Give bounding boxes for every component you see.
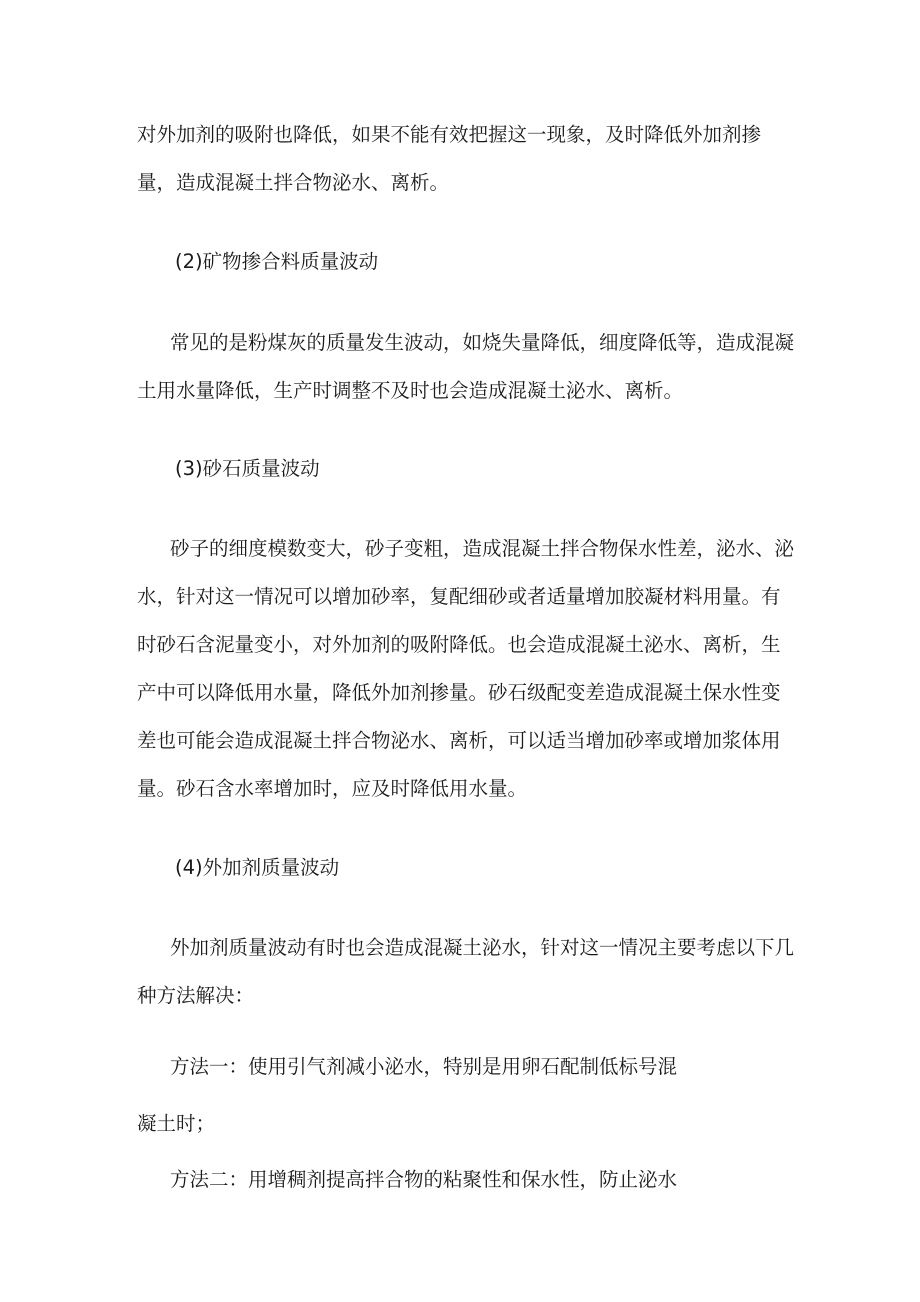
- paragraph-admixture-fluctuation: 外加剂质量波动有时也会造成混凝土泌水，针对这一情况主要考虑以下几种方法解决：: [137, 936, 795, 1007]
- method-two-line: 方法二：用增稠剂提高拌合物的粘聚性和保水性，防止泌水: [170, 1168, 678, 1191]
- heading-aggregate: (3)砂石质量波动: [175, 457, 320, 480]
- paragraph-sand-stone: 砂子的细度模数变大，砂子变粗，造成混凝土拌合物保水性差，泌水、泌水，针对这一情况可以增加砂率，复配细砂或者适量增加胶凝材料用量。有时砂石含泥量变小，对外加剂的吸附降低。也会造成混凝土泌水、离析，生产中可以降低用水量，降低外加剂掺量。砂石级配变差造成混凝土保水性变差也可能会造成混凝土拌合物泌水、离析，可以适当增加砂率或增加浆体用量。砂石含水率增加时，应及时降低用水量。: [137, 537, 795, 800]
- heading-mineral-admixture: (2)矿物掺合料质量波动: [175, 250, 379, 273]
- paragraph-fly-ash: 常见的是粉煤灰的质量发生波动，如烧失量降低，细度降低等，造成混凝土用水量降低，生产时调整不及时也会造成混凝土泌水、离析。: [137, 331, 795, 402]
- paragraph-adsorption: 对外加剂的吸附也降低，如果不能有效把握这一现象，及时降低外加剂掺量，造成混凝土拌合物泌水、离析。: [137, 123, 762, 194]
- method-one-line-2: 凝土时；: [137, 1112, 216, 1135]
- method-one-line-1: 方法一：使用引气剂减小泌水，特别是用卵石配制低标号混: [170, 1055, 678, 1078]
- heading-admixture: (4)外加剂质量波动: [175, 856, 340, 879]
